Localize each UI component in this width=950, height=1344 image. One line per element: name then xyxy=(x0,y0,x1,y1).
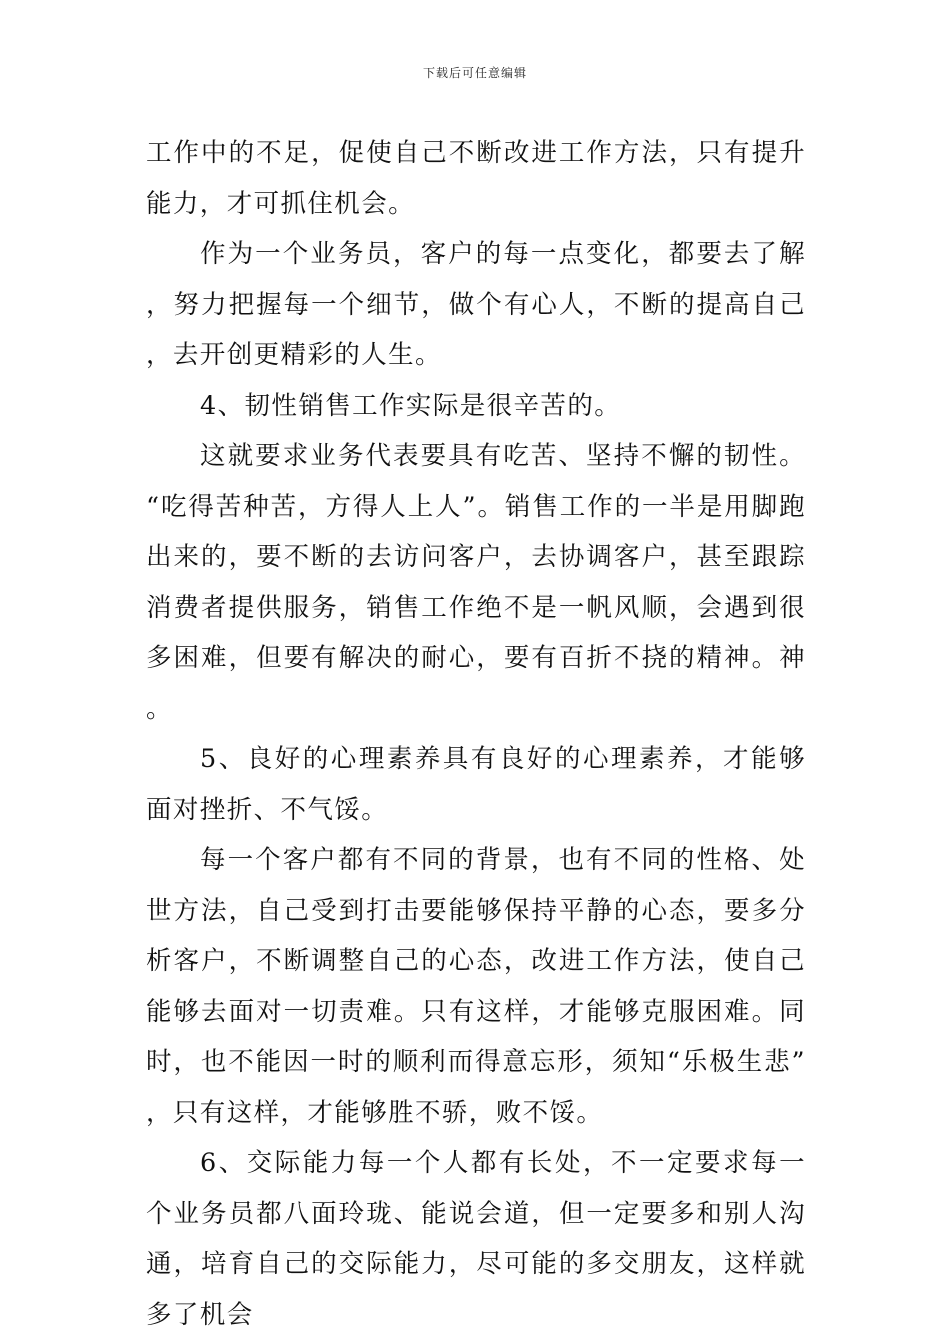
paragraph-5: 5、良好的心理素养具有良好的心理素养，才能够面对挫折、不气馁。 xyxy=(146,744,806,825)
paragraph-3: 4、韧性销售工作实际是很辛苦的。 xyxy=(200,390,622,421)
page-header: 下载后可任意编辑 xyxy=(422,66,527,80)
paragraph-2: 作为一个业务员，客户的每一点变化，都要去了解，努力把握每一个细节，做个有心人，不断的提高自己，去开创更精彩的人生。 xyxy=(146,239,806,370)
paragraph-6: 每一个客户都有不同的背景，也有不同的性格、处世方法，自己受到打击要能够保持平静的心态，要多分析客户，不断调整自己的心态，改进工作方法，使自己能够去面对一切责难。只有这样，才能够克服困难。同时，也不能因一时的顺利而得意忘形，须知“乐极生悲”，只有这样，才能够胜不骄，败不馁。 xyxy=(146,845,806,1128)
paragraph-4: 这就要求业务代表要具有吃苦、坚持不懈的韧性。“吃得苦种苦，方得人上人”。销售工作的一半是用脚跑出来的，要不断的去访问客户，去协调客户，甚至跟踪消费者提供服务，销售工作绝不是一帆风顺，会遇到很多困难，但要有解决的耐心，要有百折不挠的精神。神。 xyxy=(146,441,806,724)
document-body xyxy=(146,128,806,1340)
paragraph-7: 6、交际能力每一个人都有长处，不一定要求每一个业务员都八面玲珑、能说会道，但一定要多和别人沟通，培育自己的交际能力，尽可能的多交朋友，这样就多了机会 xyxy=(146,1148,806,1330)
paragraph-1: 工作中的不足，促使自己不断改进工作方法，只有提升能力，才可抓住机会。 xyxy=(146,138,806,219)
